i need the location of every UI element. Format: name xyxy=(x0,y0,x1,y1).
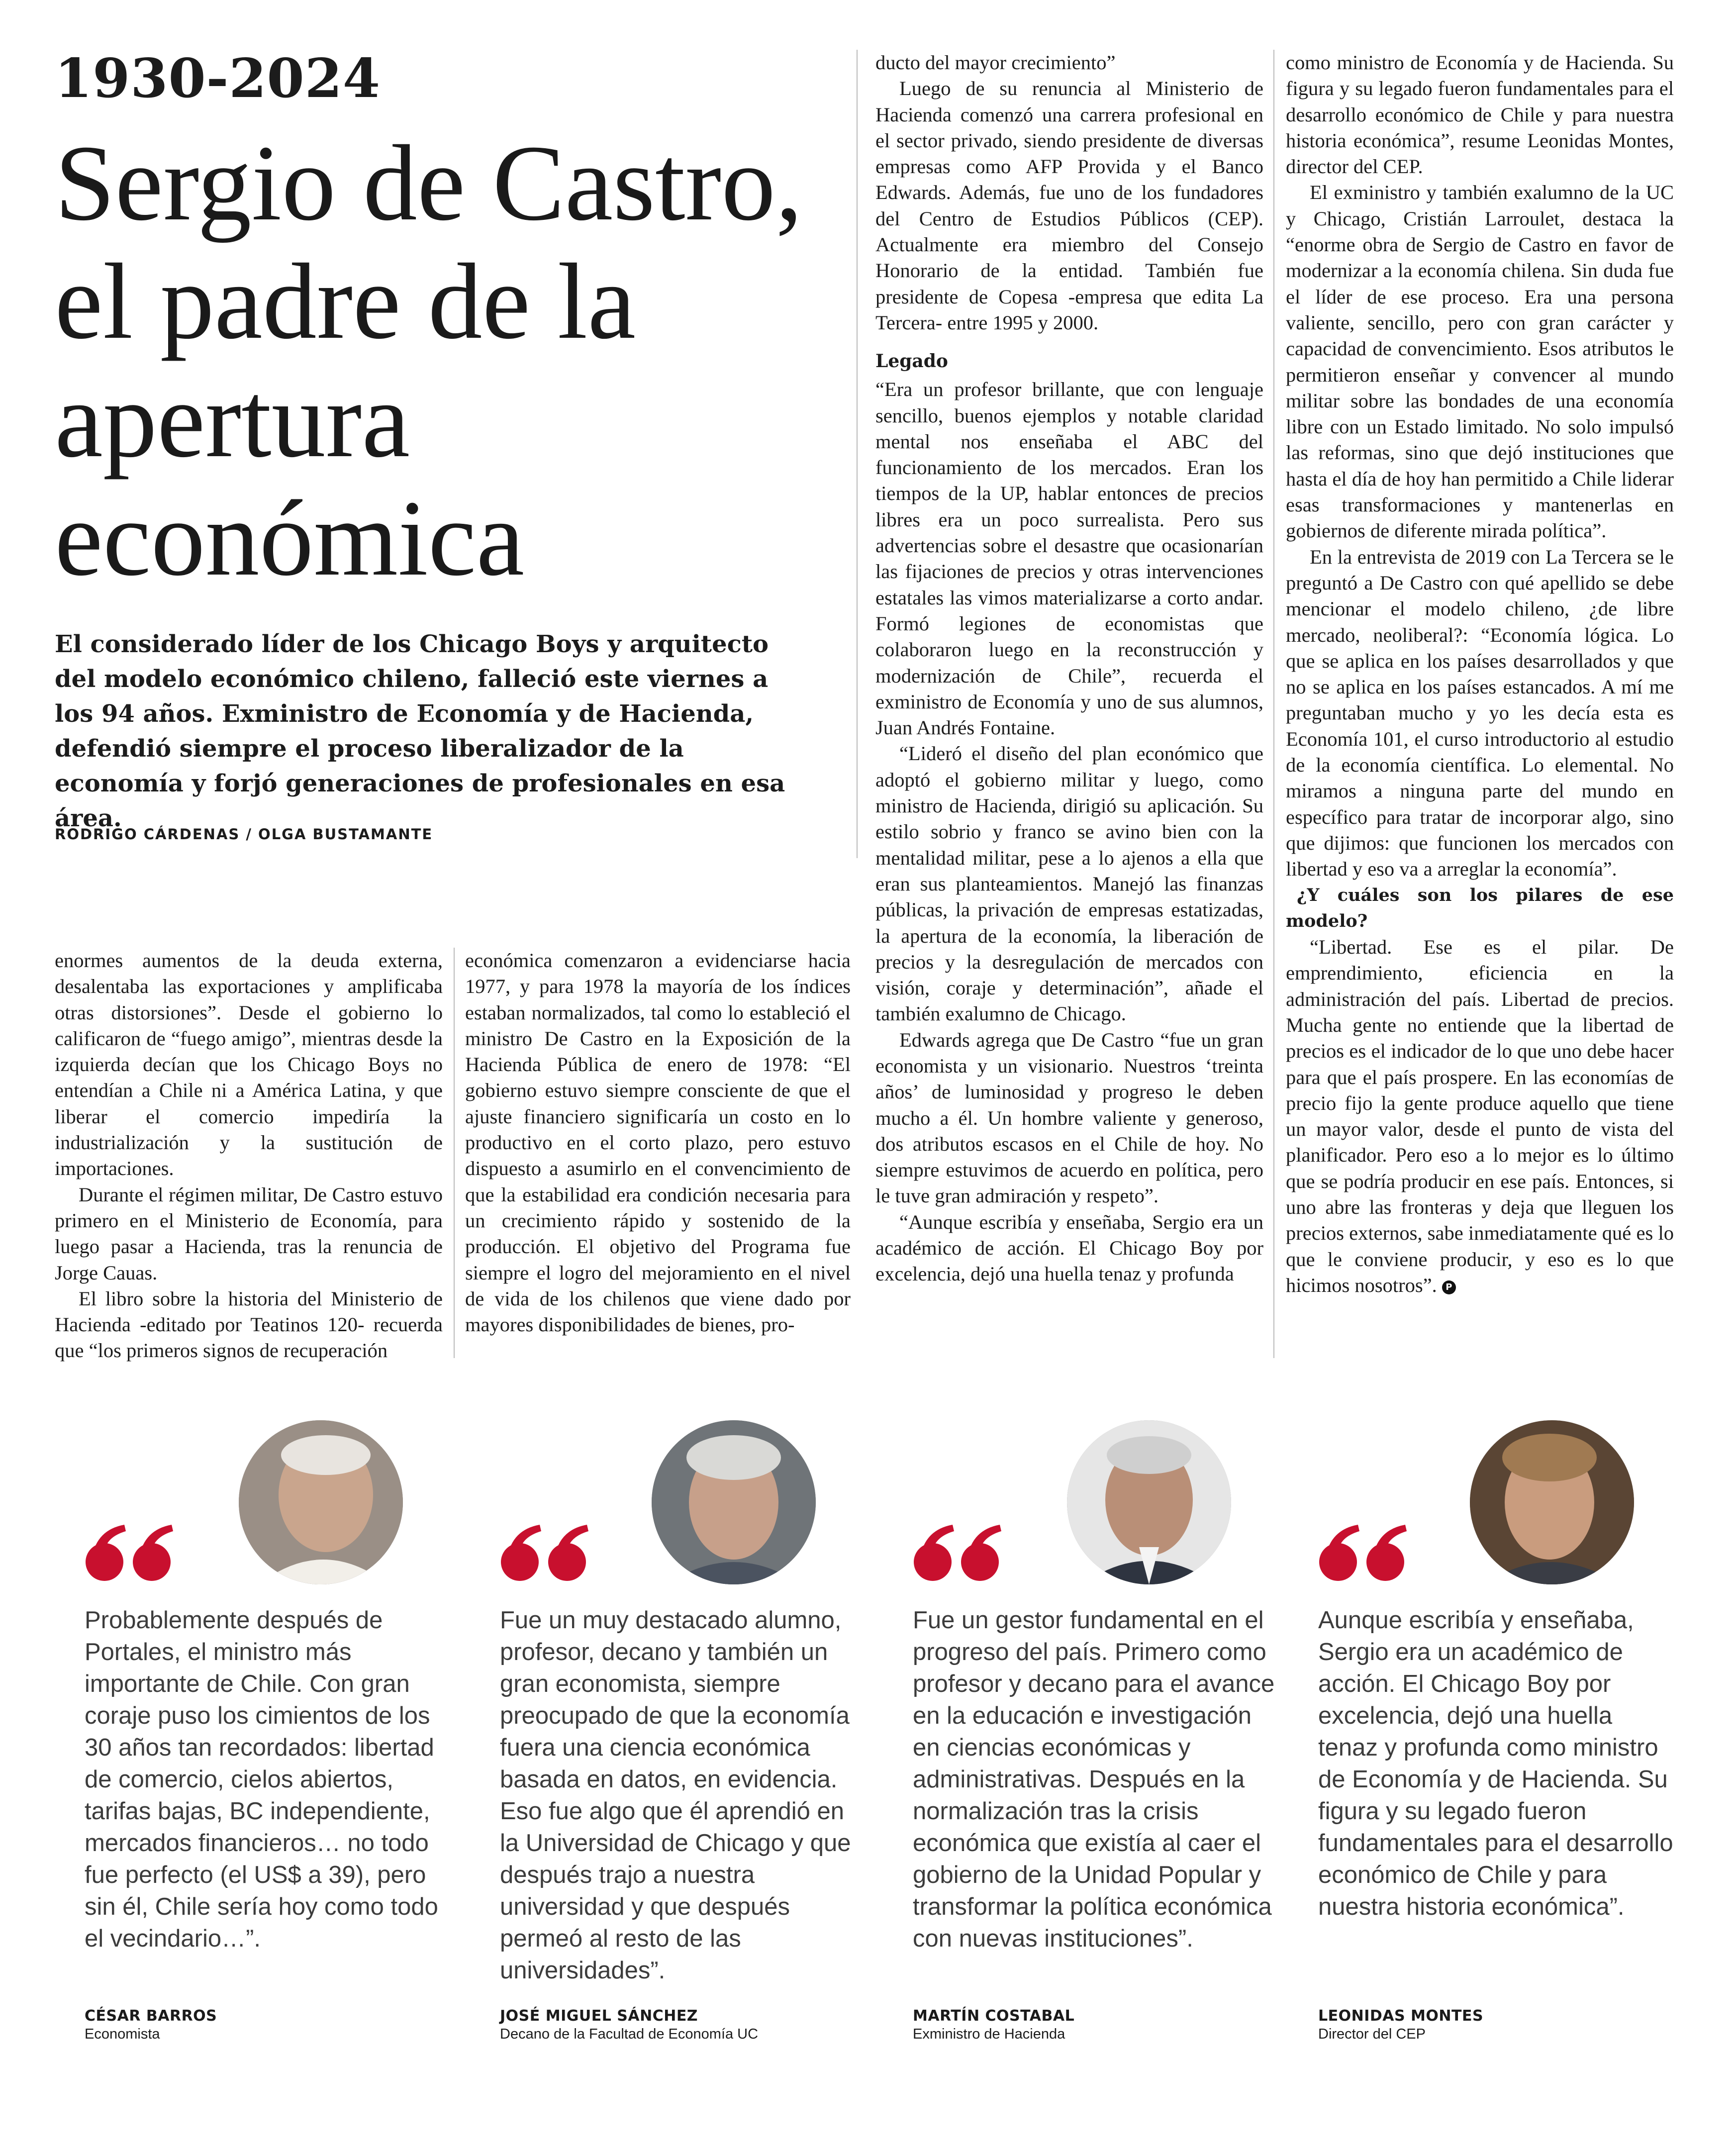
quote-text: Fue un muy destacado alumno, profesor, decano y también un gran economista, siempre preocupado de que la economía fuera una ciencia económica basada en datos, en evidencia. Eso fue algo que él aprendió en la Universidad de Chicago y que después trajo a nuestra universidad y que después permeó al resto de las universidades”. xyxy=(500,1607,851,1984)
section-heading-legado: Legado xyxy=(875,351,948,372)
quote-author-role: Director del CEP xyxy=(1318,2026,1426,2042)
headline: Sergio de Castro, el padre de la apertura económica xyxy=(55,123,803,598)
column-divider xyxy=(1273,50,1274,1358)
lead-paragraph: El considerado líder de los Chicago Boys y arquitecto del modelo económico chileno, falleció este viernes a los 94 años. Exministro de Economía y de Hacienda, defendió siempre el proceso liberalizador de la economía y forjó generaciones de profesionales en esa área. xyxy=(55,630,785,832)
portrait-leonidas-montes xyxy=(1470,1420,1634,1584)
quote-text: Fue un gestor fundamental en el progreso del país. Primero como profesor y decano para el avance en la educación e investigación en ciencias económicas y administrativas. Después en la normalización tras la crisis económica que existía al caer el gobierno de la Unidad Popular y transformar la política económica con nuevas instituciones”. xyxy=(913,1607,1275,1952)
quote-author-name: CÉSAR BARROS xyxy=(85,2007,217,2025)
article-column-2 xyxy=(465,948,851,1338)
paragraph: Luego de su renuncia al Ministerio de Hacienda comenzó una carrera profesional en el sector privado, siendo presidente de diversas empresas como AFP Provida y el Banco Edwards. Además, fue uno de los fundadores del Centro de Estudios Públicos (CEP). Actualmente era miembro del Consejo Honorario de la entidad. También fue presidente de Copesa -empresa que edita La Tercera- entre 1995 y 2000. xyxy=(875,77,1263,334)
interview-question: ¿Y cuáles son los pilares de ese modelo? xyxy=(1286,884,1674,931)
portrait-cesar-barros xyxy=(239,1420,403,1584)
portrait-martin-costabal xyxy=(1067,1420,1231,1584)
quote-mark-icon xyxy=(1316,1522,1410,1582)
quote-mark-icon xyxy=(910,1522,1005,1582)
paragraph: Edwards agrega que De Castro “fue un gran economista y un visionario. Nuestros ‘treinta años’ de luminosidad y progreso le deben mucho a él. Un hombre valiente y generoso, dos atributos escasos en el Chile de hoy. No siempre estuvimos de acuerdo en política, pero le tuve gran admiración y respeto”. xyxy=(875,1028,1263,1207)
quote-author-role: Economista xyxy=(85,2026,160,2042)
article-column-4 xyxy=(1286,50,1674,1298)
paragraph: enormes aumentos de la deuda externa, desalentaba las exportaciones y amplificaba otras distorsiones”. Desde el gobierno lo calificaron de “fuego amigo”, mientras desde la izquierda decían que los Chicago Boys no entendían a Chile ni a América Latina, y que liberar el comercio impediría la industrialización y la sustitución de importaciones. xyxy=(55,949,443,1180)
end-mark-icon: P xyxy=(1442,1280,1456,1294)
quote-author-name: LEONIDAS MONTES xyxy=(1318,2007,1484,2025)
column-divider xyxy=(454,948,455,1358)
interview-answer: “Libertad. Ese es el pilar. De emprendimiento, eficiencia en la administración del país. Libertad de precios. Mucha gente no entiende que la libertad de precios es el indicador de lo que uno debe hacer para que el país prospere. En las economías de precio fijo la gente produce aquello que tiene un mayor valor, desde el punto de vista del planificador. Pero eso a lo mejor es lo último que se podría producir en ese país. Entonces, si uno abre las fronteras y deja que lleguen los precios externos, sabe inmediatamente qué es lo que le conviene producir, y eso es lo que hicimos nosotros”. xyxy=(1286,936,1674,1296)
quote-author-role: Exministro de Hacienda xyxy=(913,2026,1065,2042)
quote-author-role: Decano de la Facultad de Economía UC xyxy=(500,2026,759,2042)
paragraph: “Era un profesor brillante, que con lenguaje sencillo, buenos ejemplos y notable claridad mental nos enseñaba el ABC del funcionamiento de los mercados. Eran los tiempos de la UP, hablar entonces de precios libres era un poco surrealista. Pero sus advertencias sobre el desastre que ocasionarían las fijaciones de precios y otras intervenciones estatales las vimos materializarse a corto andar. Formó legiones de economistas que colaboraron luego en la reconstrucción y modernización de Chile”, recuerda el exministro de Economía y uno de sus alumnos, Juan Andrés Fontaine. xyxy=(875,378,1263,739)
paragraph: En la entrevista de 2019 con La Tercera se le preguntó a De Castro con qué apellido se debe mencionar el modelo chileno, ¿de libre mercado, neoliberal?: “Economía lógica. Lo que se aplica en los países desarrollados y que no se aplica en los países estancados. A mí me preguntaban mucho y yo les decía esta es Economía 101, el curso introductorio al estudio de la economía científica. Lo elemental. No miramos a ninguna parte del mundo en específico para tratar de incorporar algo, sino que dijimos: que funcionen los mercados con libertad y eso va a arreglar la economía”. xyxy=(1286,545,1674,881)
paragraph: “Aunque escribía y enseñaba, Sergio era un académico de acción. El Chicago Boy por excelencia, dejó una huella tenaz y profunda xyxy=(875,1210,1263,1285)
paragraph: Durante el régimen militar, De Castro estuvo primero en el Ministerio de Economía, para luego pasar a Hacienda, tras la renuncia de Jorge Cauas. xyxy=(55,1183,443,1284)
paragraph xyxy=(1286,934,1674,1298)
years-label: 1930-2024 xyxy=(55,47,381,110)
quote-text: Probablemente después de Portales, el ministro más importante de Chile. Con gran coraje puso los cimientos de los 30 años tan recordados: libertad de comercio, cielos abiertos, tarifas bajas, BC independiente, mercados financieros… no todo fue perfecto (el US$ a 39), pero sin él, Chile sería hoy como todo el vecindario…”. xyxy=(85,1607,438,1952)
article-column-3 xyxy=(875,50,1263,1287)
paragraph: El exministro y también exalumno de la UC y Chicago, Cristián Larroulet, destaca la “enorme obra de Sergio de Castro en favor de modernizar a la economía chilena. Sin duda fue el líder de ese proceso. Era una persona valiente, sencillo, pero con gran carácter y capacidad de convencimiento. Esos atributos le permitieron enseñar y convencer al mundo militar sobre las bondades de una economía libre con un Estado limitado. No solo impulsó las reformas, sino que dejó instituciones que hasta el día de hoy han permitido a Chile liderar esas transformaciones y mantenerlas en gobiernos de diferente mirada política”. xyxy=(1286,181,1674,542)
quote-mark-icon xyxy=(82,1522,177,1582)
paragraph: ducto del mayor crecimiento” xyxy=(875,51,1116,74)
quote-author-name: JOSÉ MIGUEL SÁNCHEZ xyxy=(500,2007,698,2025)
paragraph: como ministro de Economía y de Hacienda. Su figura y su legado fueron fundamentales para el desarrollo económico de Chile y para nuestra historia económica”, resume Leonidas Montes, director del CEP. xyxy=(1286,51,1674,178)
byline: RODRIGO CÁRDENAS / OLGA BUSTAMANTE xyxy=(55,826,433,843)
paragraph: “Lideró el diseño del plan económico que adoptó el gobierno militar y luego, como ministro de Hacienda, dirigió su aplicación. Su estilo sobrio y franco se avino bien con la mentalidad militar, pese a lo ajenos a ella que eran sus planteamientos. Manejó las finanzas públicas, la privación de empresas estatizadas, la apertura de la economía, la liberación de precios y la desregulación de mercados con visión, coraje y determinación”, añade el también exalumno de Chicago. xyxy=(875,742,1263,1025)
paragraph: económica comenzaron a evidenciarse hacia 1977, y para 1978 la mayoría de los índices estaban normalizados, tal como lo estableció el ministro De Castro en la Exposición de la Hacienda Pública de enero de 1978: “El gobierno estuvo siempre consciente de que el ajuste financiero significaría un costo en lo productivo en el corto plazo, pero estuvo dispuesto a asumirlo en el convencimiento de que la estabilidad era condición necesaria para un crecimiento rápido y sostenido de la producción. El objetivo del Programa fue siempre el logro del mejoramiento en el nivel de vida de los chilenos que viene dado por mayores disponibilidades de bienes, pro- xyxy=(465,949,851,1336)
article-column-1 xyxy=(55,948,443,1364)
column-divider xyxy=(857,50,858,858)
portrait-jose-miguel-sanchez xyxy=(652,1420,816,1584)
quote-text: Aunque escribía y enseñaba, Sergio era un académico de acción. El Chicago Boy por excelencia, dejó una huella tenaz y profunda como ministro de Economía y de Hacienda. Su figura y su legado fueron fundamentales para el desarrollo económico de Chile y para nuestra historia económica”. xyxy=(1318,1607,1673,1920)
quote-mark-icon xyxy=(497,1522,592,1582)
paragraph: El libro sobre la historia del Ministerio de Hacienda -editado por Teatinos 120- recuerda que “los primeros signos de recuperación xyxy=(55,1287,443,1362)
quote-author-name: MARTÍN COSTABAL xyxy=(913,2007,1075,2025)
